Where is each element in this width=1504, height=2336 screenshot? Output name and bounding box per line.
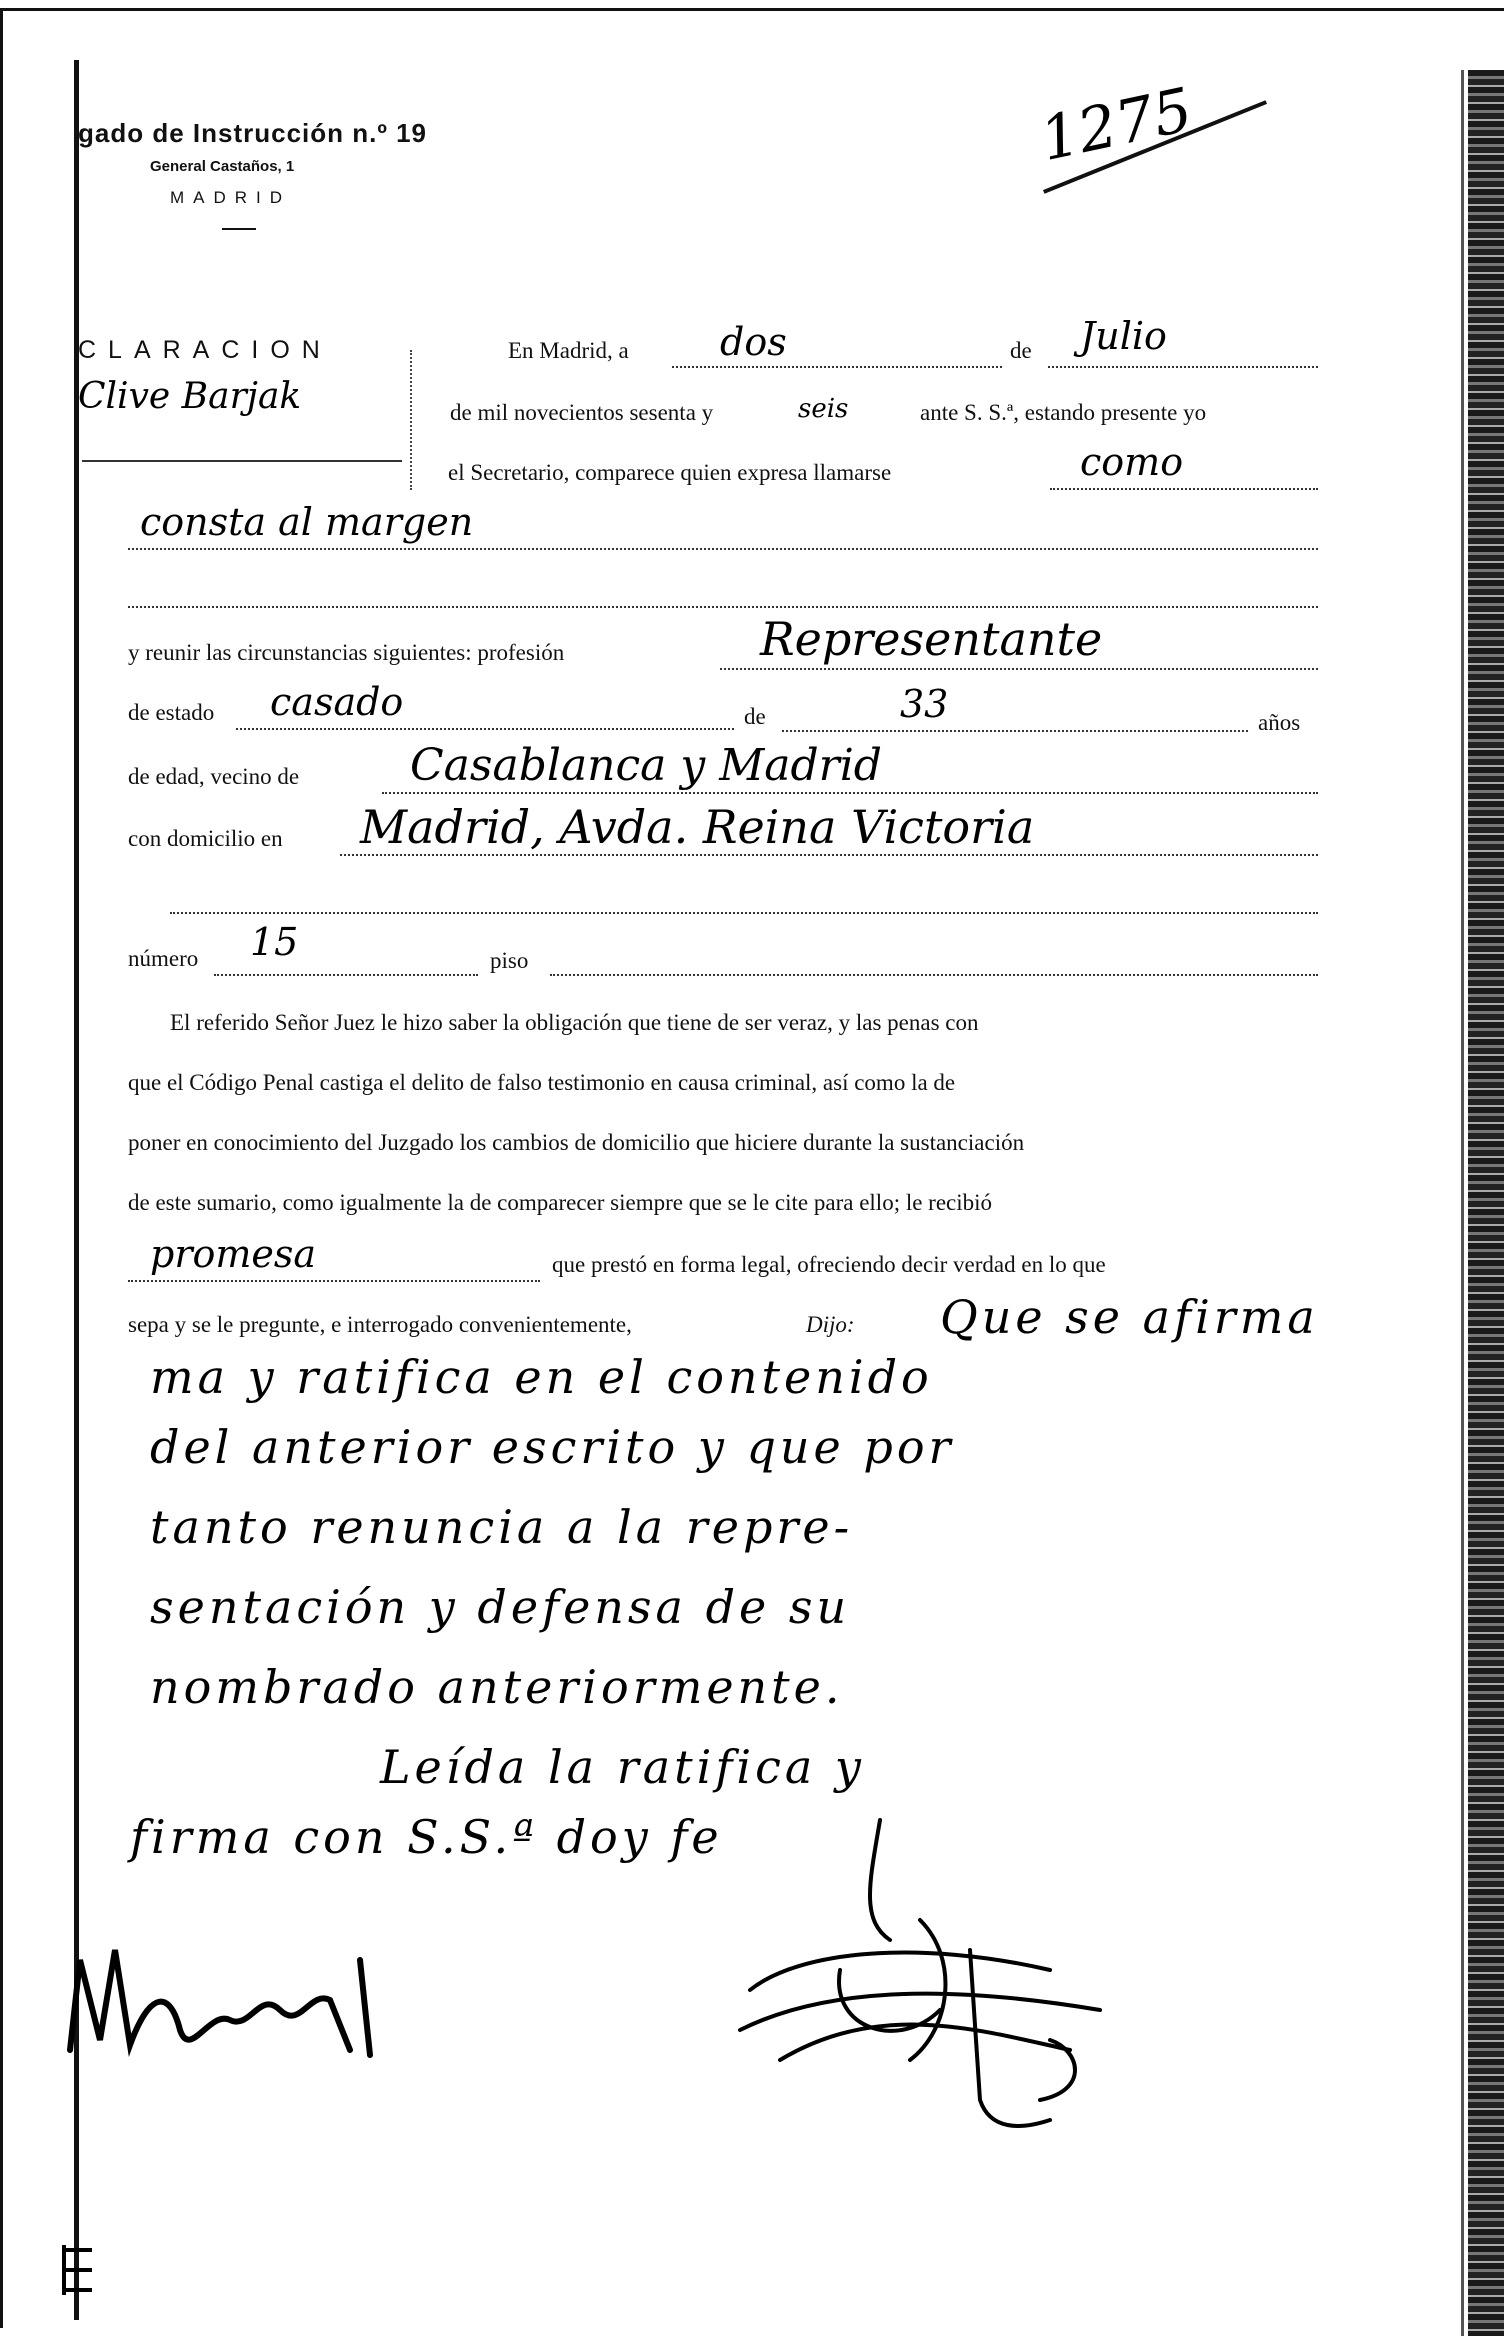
- body-line-6: sepa y se le pregunte, e interrogado convenientemente,: [128, 1312, 632, 1337]
- binding-edge: [1468, 70, 1504, 2336]
- blank-line-1: [128, 606, 1318, 608]
- address-field-line: [340, 854, 1318, 856]
- statement-line-7: Leída la ratifica y: [380, 1740, 865, 1794]
- name-value-1: como: [1080, 440, 1184, 484]
- number-field-line: [214, 974, 478, 976]
- secretary-text: el Secretario, comparece quien expresa llamarse: [448, 460, 892, 485]
- address-value: Madrid, Avda. Reina Victoria: [360, 800, 1035, 854]
- name-continuation-line: [128, 548, 1318, 550]
- court-street: General Castaños, 1: [150, 158, 295, 175]
- age-field-line: [782, 730, 1248, 732]
- court-city: MADRID: [170, 188, 292, 207]
- age-value: 33: [900, 682, 949, 726]
- de-label-1: de: [1010, 338, 1032, 363]
- resident-label: de edad, vecino de: [128, 764, 300, 789]
- court-title: gado de Instrucción n.º 19: [78, 118, 427, 148]
- statement-line-6: nombrado anteriormente.: [150, 1660, 844, 1714]
- intro-label: En Madrid, a: [508, 338, 629, 363]
- statement-line-8: firma con S.S.ª doy fe: [130, 1810, 723, 1864]
- margin-column-divider: [410, 350, 414, 490]
- blank-line-2: [170, 912, 1318, 914]
- month-field-line: [1048, 366, 1318, 368]
- floor-field-line: [550, 974, 1318, 976]
- judge-signature: [720, 1800, 1180, 2160]
- year-value: seis: [798, 394, 849, 424]
- day-field-line: [672, 366, 1002, 368]
- body-line-2: que el Código Penal castiga el delito de falso testimonio en causa criminal, así como la de: [128, 1070, 956, 1095]
- statement-line-3: del anterior escrito y que por: [150, 1420, 955, 1474]
- profession-value: Representante: [760, 612, 1103, 666]
- statement-line-4: tanto renuncia a la repre-: [150, 1500, 854, 1554]
- civil-status-field-line: [236, 728, 734, 730]
- number-value: 15: [250, 920, 299, 964]
- residence-field-line: [382, 792, 1318, 794]
- binding-edge-line: [1461, 70, 1464, 2336]
- year-text: de mil novecientos sesenta y: [450, 400, 714, 425]
- body-line-4: de este sumario, como igualmente la de comparecer siempre que se le cite para ello; le recibió: [128, 1190, 993, 1215]
- body-line-1: El referido Señor Juez le hizo saber la obligación que tiene de ser veraz, y las penas con: [170, 1010, 979, 1035]
- civil-status-label: de estado: [128, 700, 215, 725]
- address-label: con domicilio en: [128, 826, 283, 851]
- margin-declarant-name: Clive Barjak: [78, 376, 302, 417]
- oath-value: promesa: [150, 1232, 317, 1276]
- declarant-signature: [60, 1930, 420, 2070]
- bottom-margin-marks: [62, 2240, 92, 2300]
- body-line-3: poner en conocimiento del Juzgado los cambios de domicilio que hiciere durante la sustanciación: [128, 1130, 1025, 1155]
- body-line-5: que prestó en forma legal, ofreciendo decir verdad en lo que: [552, 1252, 1106, 1277]
- margin-dash: [82, 460, 402, 462]
- name-field-line: [1050, 488, 1318, 490]
- city-underline: [222, 228, 256, 230]
- circumstances-text: y reunir las circunstancias siguientes: profesión: [128, 640, 565, 665]
- years-label: años: [1258, 710, 1301, 735]
- civil-status-value: casado: [270, 680, 404, 724]
- declaration-title: CLARACION: [78, 336, 332, 364]
- de-label-2: de: [744, 704, 766, 729]
- oath-field-line: [128, 1280, 540, 1282]
- dijo-label: Dijo:: [806, 1312, 855, 1337]
- residence-value: Casablanca y Madrid: [410, 740, 882, 791]
- profession-field-line: [720, 668, 1318, 670]
- statement-line-1: Que se afirma: [940, 1290, 1319, 1344]
- page-border-top: [0, 8, 1504, 11]
- page-border-left: [0, 8, 3, 2328]
- day-value: dos: [720, 320, 787, 364]
- name-value-2: consta al margen: [140, 500, 474, 544]
- floor-label: piso: [490, 948, 529, 973]
- statement-line-2: ma y ratifica en el contenido: [150, 1350, 933, 1404]
- statement-line-5: sentación y defensa de su: [150, 1580, 851, 1634]
- month-value: Julio: [1080, 314, 1167, 358]
- file-number: 1275: [1034, 74, 1199, 176]
- number-label: número: [128, 946, 199, 971]
- before-text: ante S. S.ª, estando presente yo: [920, 400, 1207, 425]
